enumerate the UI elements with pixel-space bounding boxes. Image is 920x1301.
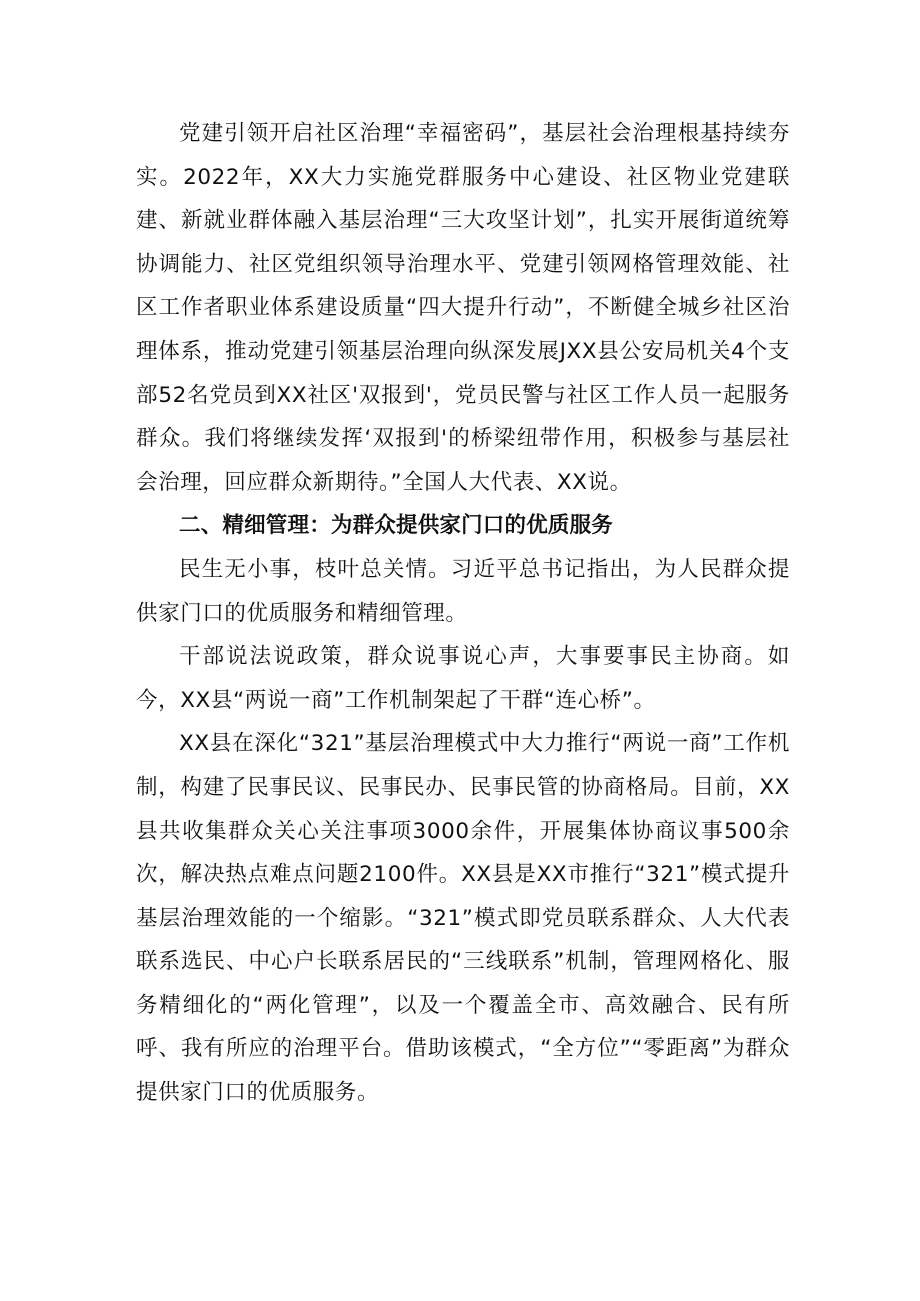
paragraph-two-talks-one-consult: 干部说法说政策，群众说事说心声，大事要事民主协商。如今，XX县“两说一商”工作机制架起了干群“连心桥”。 [136,644,790,713]
section-heading-fine-management: 二、精细管理：为群众提供家门口的优质服务 [179,513,614,539]
paragraph-livelihood: 民生无小事，枝叶总关情。习近平总书记指出，为人民群众提供家门口的优质服务和精细管理。 [136,556,790,626]
paragraph-321-model: XX县在深化“321”基层治理模式中大力推行“两说一商”工作机制，构建了民事民议、民事民办、民事民管的协商格局。目前，XX县共收集群众关心关注事项3000余件，开展集体协商议事500余次，解决热点难点问题2100件。XX县是XX市推行“321”模式提升基层治理效能的一个缩影。“321”模式即党员联系群众、人大代表联系选民、中心户长联系居民的“三线联系”机制，管理网格化、服务精细化的“两化管理”，以及一个覆盖全市、高效融合、民有所呼、我有所应的治理平台。借助该模式，“全方位”“零距离”为群众提供家门口的优质服务。 [136,731,790,1106]
paragraph-party-building: 党建引领开启社区治理“幸福密码”，基层社会治理根基持续夯实。2022年，XX大力实施党群服务中心建设、社区物业党建联建、新就业群体融入基层治理“三大攻坚计划”，扎实开展街道统筹协调能力、社区党组织领导治理水平、党建引领网格管理效能、社区工作者职业体系建设质量“四大提升行动”，不断健全城乡社区治理体系，推动党建引领基层治理向纵深发展JXX县公安局机关4个支部52名党员到XX社区'双报到'，党员民警与社区工作人员一起服务群众。我们将继续发挥‘双报到'的桥梁纽带作用，积极参与基层社会治理，回应群众新期待。”全国人大代表、XX说。 [136,121,790,495]
document-body [136,112,790,1115]
